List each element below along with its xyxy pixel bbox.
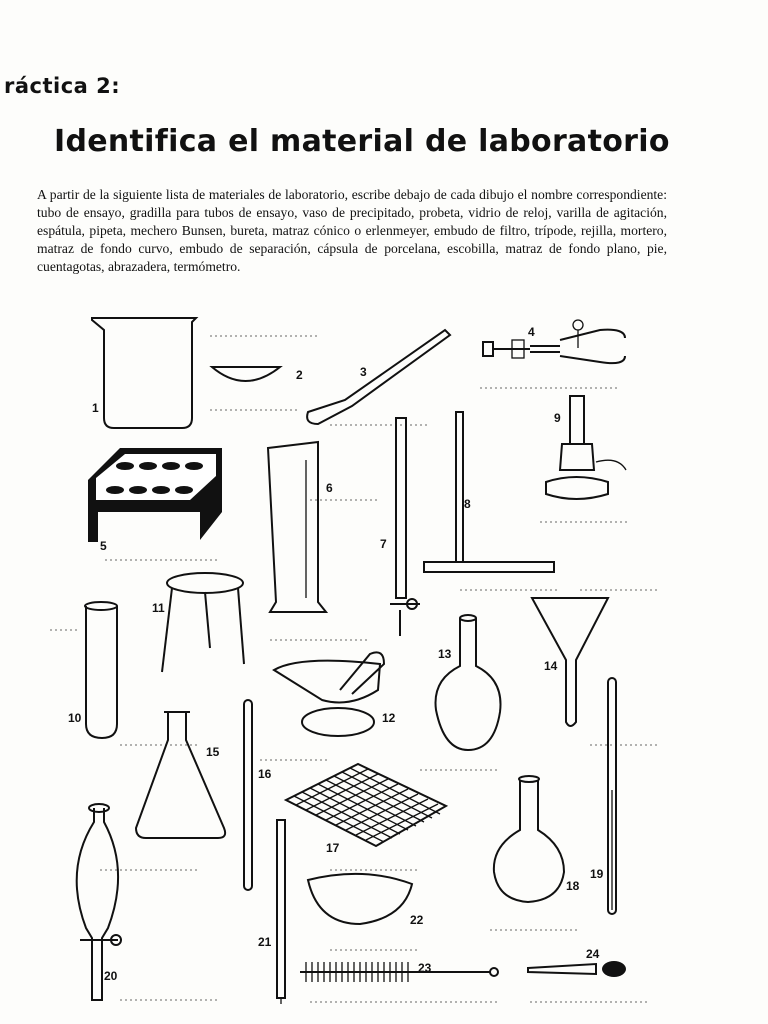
dropper-icon: [528, 961, 626, 977]
round-bottom-flask-icon: [436, 615, 501, 750]
answer-lines: [50, 336, 660, 1002]
clamp-icon: [483, 320, 625, 363]
mortar-icon: [274, 652, 384, 736]
item-number: 17: [326, 841, 340, 855]
item-number: 2: [296, 368, 303, 382]
item-number: 15: [206, 745, 220, 759]
graduated-cylinder-icon: [268, 442, 326, 612]
test-tube-icon: [85, 602, 117, 738]
item-number: 18: [566, 879, 580, 893]
item-number: 23: [418, 961, 432, 975]
item-number: 7: [380, 537, 387, 551]
stirring-rod-icon: [244, 700, 252, 890]
item-number: 4: [528, 325, 535, 339]
flat-bottom-flask-icon: [494, 776, 564, 902]
practice-label: ráctica 2:: [4, 74, 121, 98]
stand-icon: [424, 412, 554, 572]
thermometer-icon: [608, 678, 616, 914]
erlenmeyer-flask-icon: [136, 712, 225, 838]
test-tube-rack-icon: [88, 448, 222, 542]
item-number: 24: [586, 947, 600, 961]
brush-icon: [300, 962, 498, 982]
item-number: 1: [92, 401, 99, 415]
pipette-icon: [277, 820, 285, 1004]
item-number: 22: [410, 913, 424, 927]
item-number: 19: [590, 867, 604, 881]
page-title: Identifica el material de laboratorio: [54, 124, 670, 159]
item-number: 5: [100, 539, 107, 553]
tripod-icon: [162, 573, 244, 672]
instructions-text: A partir de la siguiente lista de materiales de laboratorio, escribe debajo de cada dibujo el nombre correspondiente: tubo de ensayo, gradilla para tubos de ensayo, vaso de precipitado, probeta, vidrio de reloj, varilla de agitación, espátula, pipeta, mechero Bunsen, bureta, matraz cónico o erlenmeyer, embudo de filtro, trípode, rejilla, mortero, matraz de fondo curvo, embudo de separación, cápsula de porcelana, escobilla, matraz de fondo plano, pie, cuentagotas, abrazadera, termómetro.: [37, 187, 667, 274]
item-number: 12: [382, 711, 396, 725]
item-number: 3: [360, 365, 367, 379]
item-number: 13: [438, 647, 452, 661]
item-number: 16: [258, 767, 272, 781]
item-number: 21: [258, 935, 272, 949]
beaker-icon: [92, 318, 196, 428]
evaporating-dish-icon: [308, 874, 412, 924]
item-number: 9: [554, 411, 561, 425]
item-number: 10: [68, 711, 82, 725]
item-number: 14: [544, 659, 558, 673]
item-number: 20: [104, 969, 118, 983]
item-number: 6: [326, 481, 333, 495]
item-number: 11: [152, 601, 165, 615]
wire-gauze-icon: [286, 764, 446, 846]
spatula-icon: [307, 330, 450, 424]
burette-icon: [390, 418, 420, 636]
watch-glass-icon: [212, 367, 280, 381]
item-numbers: [68, 325, 604, 983]
item-number: 8: [464, 497, 471, 511]
